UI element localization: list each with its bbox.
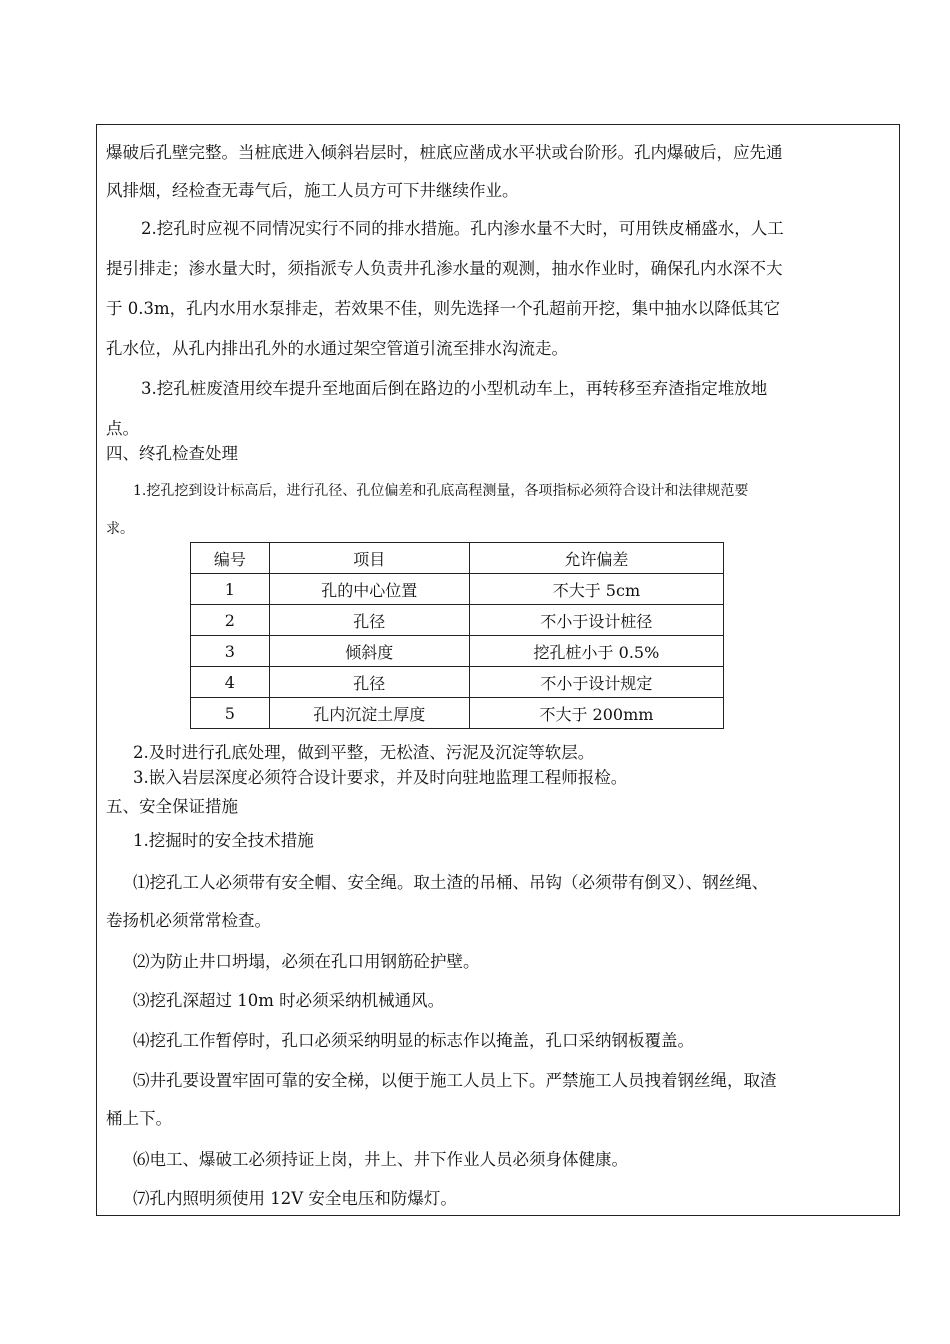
paragraph-line: 求。 — [106, 521, 134, 537]
table-header-row — [191, 543, 724, 574]
table-cell: 不大于 5cm — [469, 574, 723, 605]
paragraph-line: 提引排走；渗水量大时，须指派专人负责井孔渗水量的观测，抽水作业时，确保孔内水深不大 — [106, 259, 783, 278]
paragraph-line: 2.及时进行孔底处理，做到平整，无松渣、污泥及沉淀等软层。 — [133, 743, 595, 762]
table-cell: 不小于设计规定 — [469, 667, 723, 698]
paragraph-line: 孔水位，从孔内排出孔外的水通过架空管道引流至排水沟流走。 — [106, 339, 568, 358]
tolerance-table — [190, 542, 724, 729]
table-row — [191, 698, 724, 729]
section-heading: 四、终孔检查处理 — [106, 444, 238, 463]
paragraph-line: ⑴挖孔工人必须带有安全帽、安全绳。取土渣的吊桶、吊钩（必须带有倒叉）、钢丝绳、 — [133, 873, 769, 892]
paragraph-line: 卷扬机必须常常检查。 — [106, 911, 271, 930]
paragraph-line: 1.挖掘时的安全技术措施 — [133, 831, 314, 850]
paragraph-line: ⑶挖孔深超过 10m 时必须采纳机械通风。 — [133, 991, 445, 1010]
section-heading: 五、安全保证措施 — [106, 797, 238, 816]
table-header-cell: 编号 — [191, 543, 270, 574]
paragraph-line: 1.挖孔挖到设计标高后，进行孔径、孔位偏差和孔底高程测量，各项指标必须符合设计和法律规范要 — [133, 483, 749, 499]
table-row — [191, 574, 724, 605]
table-header-cell: 项目 — [269, 543, 469, 574]
table-cell: 4 — [191, 667, 270, 698]
paragraph-line: 风排烟，经检查无毒气后，施工人员方可下井继续作业。 — [106, 181, 519, 200]
paragraph-line: 3.挖孔桩废渣用绞车提升至地面后倒在路边的小型机动车上，再转移至弃渣指定堆放地 — [141, 379, 768, 398]
table-cell: 不大于 200mm — [469, 698, 723, 729]
table-cell: 孔径 — [269, 605, 469, 636]
table-cell: 孔径 — [269, 667, 469, 698]
table-row — [191, 667, 724, 698]
table-cell: 挖孔桩小于 0.5% — [469, 636, 723, 667]
table-cell: 孔内沉淀土厚度 — [269, 698, 469, 729]
table-cell: 不小于设计桩径 — [469, 605, 723, 636]
table-header-cell: 允许偏差 — [469, 543, 723, 574]
table-cell: 倾斜度 — [269, 636, 469, 667]
paragraph-line: 点。 — [106, 419, 139, 438]
paragraph-line: 桶上下。 — [106, 1109, 172, 1128]
paragraph-line: 爆破后孔壁完整。当桩底进入倾斜岩层时，桩底应凿成水平状或台阶形。孔内爆破后，应先通 — [106, 143, 783, 162]
table-row — [191, 636, 724, 667]
paragraph-line: ⑹电工、爆破工必须持证上岗，井上、井下作业人员必须身体健康。 — [133, 1150, 628, 1169]
paragraph-line: ⑷挖孔工作暂停时，孔口必须采纳明显的标志作以掩盖，孔口采纳钢板覆盖。 — [133, 1031, 694, 1050]
paragraph-line: 2.挖孔时应视不同情况实行不同的排水措施。孔内渗水量不大时，可用铁皮桶盛水，人工 — [141, 219, 784, 238]
table-cell: 1 — [191, 574, 270, 605]
table-cell: 孔的中心位置 — [269, 574, 469, 605]
table-row — [191, 605, 724, 636]
paragraph-line: ⑺孔内照明须使用 12V 安全电压和防爆灯。 — [133, 1189, 457, 1208]
table-cell: 3 — [191, 636, 270, 667]
table-cell: 2 — [191, 605, 270, 636]
paragraph-line: 3.嵌入岩层深度必须符合设计要求，并及时向驻地监理工程师报检。 — [133, 768, 628, 787]
paragraph-line: 于 0.3m，孔内水用水泵排走，若效果不佳，则先选择一个孔超前开挖，集中抽水以降低其它 — [106, 299, 781, 318]
table-cell: 5 — [191, 698, 270, 729]
paragraph-line: ⑸井孔要设置牢固可靠的安全梯，以便于施工人员上下。严禁施工人员拽着钢丝绳，取渣 — [133, 1071, 777, 1090]
paragraph-line: ⑵为防止井口坍塌，必须在孔口用钢筋砼护壁。 — [133, 952, 480, 971]
